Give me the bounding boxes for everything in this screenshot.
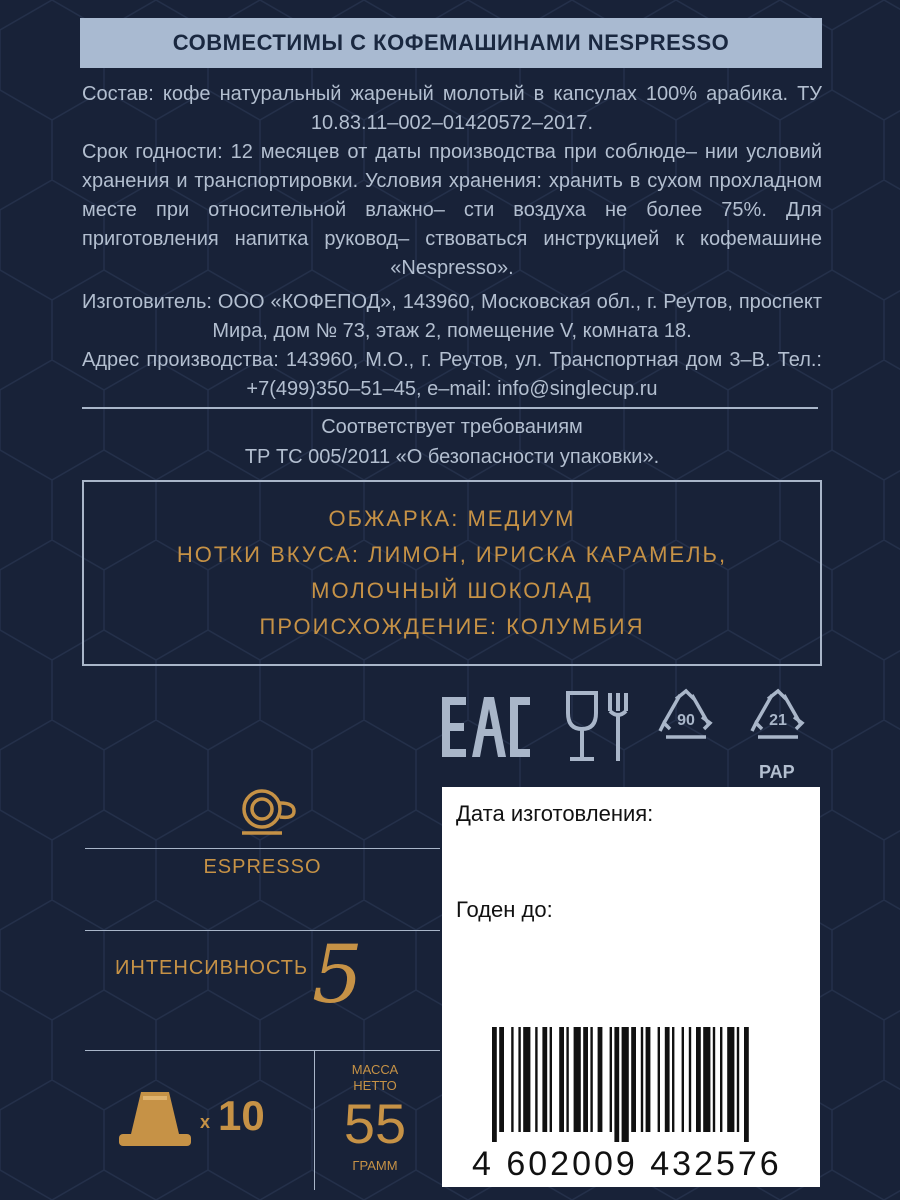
barcode-bar	[720, 1027, 722, 1132]
barcode-bar	[566, 1027, 568, 1132]
barcode-bar	[574, 1027, 581, 1132]
coffee-type: ESPRESSO	[203, 856, 322, 878]
separator-line	[85, 848, 440, 849]
barcode-bar	[542, 1027, 547, 1132]
taste-notes-line-2: МОЛОЧНЫЙ ШОКОЛАД	[311, 578, 593, 603]
best-before-label: Годен до:	[456, 897, 553, 922]
barcode-bar	[665, 1027, 670, 1132]
barcode-bar	[511, 1027, 513, 1132]
product-info-text	[82, 80, 822, 404]
roast-level: ОБЖАРКА: МЕДИУМ	[328, 506, 576, 531]
barcode-bar	[696, 1027, 701, 1132]
composition-text: Состав: кофе натуральный жареный молотый в капсулах 100% арабика. ТУ 10.83.11–002–01420572–2017.	[82, 83, 822, 134]
vertical-separator	[314, 1050, 315, 1190]
svg-text:90: 90	[677, 712, 695, 729]
compliance-text	[82, 412, 822, 472]
eac-mark-icon	[440, 695, 532, 759]
count-prefix: x	[200, 1112, 211, 1132]
barcode-bar	[583, 1027, 588, 1132]
barcode-bar	[703, 1027, 710, 1132]
barcode	[462, 1027, 802, 1183]
barcode-bar	[622, 1027, 629, 1142]
flavor-profile-box	[82, 480, 822, 666]
barcode-bar	[614, 1027, 619, 1142]
barcode-bar	[499, 1027, 504, 1132]
barcode-bars	[462, 1027, 802, 1142]
recycle-90-icon	[650, 687, 722, 757]
production-address-text: Адрес производства: 143960, М.О., г. Реутов, ул. Транспортная дом 3–В. Тел.: +7(499)350–51–45, e–mail: info@singlecup.ru	[82, 349, 822, 400]
barcode-bar	[727, 1027, 734, 1132]
food-safe-glass-fork-icon	[562, 689, 632, 765]
net-mass-unit: ГРАММ	[352, 1158, 398, 1173]
compatibility-banner: СОВМЕСТИМЫ С КОФЕМАШИНАМИ NESPRESSO	[80, 18, 822, 68]
manufacture-date-label: Дата изготовления:	[456, 801, 654, 826]
compliance-line-2: ТР ТС 005/2011 «О безопасности упаковки».	[244, 446, 660, 468]
recycle-21-pap-icon	[742, 687, 814, 757]
barcode-bar	[492, 1027, 497, 1142]
barcode-bar	[672, 1027, 674, 1132]
barcode-bar	[646, 1027, 651, 1132]
origin: ПРОИСХОЖДЕНИЕ: КОЛУМБИЯ	[259, 614, 645, 639]
barcode-bar	[641, 1027, 643, 1132]
net-mass-label: МАССА НЕТТО	[351, 1062, 399, 1093]
barcode-bar	[713, 1027, 715, 1132]
barcode-bar	[658, 1027, 660, 1132]
capsule-count: 10	[218, 1092, 265, 1139]
divider-line	[82, 407, 818, 409]
barcode-bar	[744, 1027, 749, 1142]
coffee-cup-icon	[236, 787, 302, 842]
barcode-bar	[610, 1027, 612, 1132]
barcode-bar	[550, 1027, 552, 1132]
barcode-bar	[689, 1027, 691, 1132]
taste-notes-line-1: НОТКИ ВКУСА: ЛИМОН, ИРИСКА КАРАМЕЛЬ,	[176, 542, 728, 567]
coffee-capsule-icon	[113, 1088, 197, 1159]
separator-line	[85, 1050, 440, 1051]
barcode-bar	[682, 1027, 684, 1132]
date-barcode-label	[442, 787, 820, 1187]
compliance-line-1: Соответствует требованиям	[321, 416, 583, 438]
barcode-bar	[598, 1027, 603, 1132]
svg-text:21: 21	[769, 712, 787, 729]
barcode-bar	[737, 1027, 739, 1132]
barcode-bar	[590, 1027, 592, 1132]
intensity-label: ИНТЕНСИВНОСТЬ	[115, 957, 309, 979]
barcode-bar	[535, 1027, 537, 1132]
manufacturer-text: Изготовитель: ООО «КОФЕПОД», 143960, Московская обл., г. Реутов, проспект Мира, дом № 73, этаж 2, помещение V, комната 18.	[82, 291, 822, 342]
barcode-bar	[518, 1027, 520, 1132]
barcode-number: 4 602009 432576	[472, 1145, 782, 1183]
intensity-value: 5	[312, 928, 363, 1021]
barcode-bar	[523, 1027, 530, 1132]
separator-line	[85, 930, 440, 931]
net-mass-value: 55	[343, 1092, 407, 1155]
pap-label: PAP	[759, 762, 795, 782]
barcode-bar	[631, 1027, 636, 1132]
barcode-bar	[559, 1027, 564, 1132]
shelf-life-text: Срок годности: 12 месяцев от даты производства при соблюде– нии условий хранения и транспортировки. Условия хранения: хранить в сухом прохладном месте при относительной влажно– сти воздуха не более 75%. Для приготовления напитка руковод– ствоваться инструкцией к кофемашине «Nespresso».	[82, 141, 822, 279]
